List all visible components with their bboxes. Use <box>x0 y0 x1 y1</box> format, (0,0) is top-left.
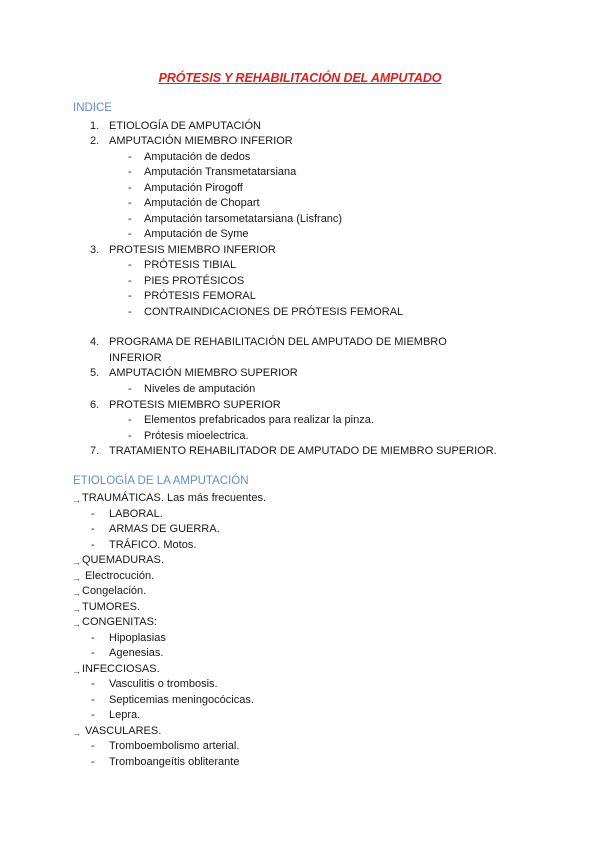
dash-bullet: - <box>91 523 95 535</box>
item-text: Elementos prefabricados para realizar la pinza. <box>144 414 374 426</box>
item-text: Amputación de dedos <box>144 151 251 163</box>
item-text: LABORAL. <box>109 508 163 520</box>
item-number: 2. <box>90 135 100 147</box>
item-text: PRÓTESIS TIBIAL <box>144 259 237 271</box>
item-text: Hipoplasias <box>109 632 166 644</box>
item-number: 1. <box>90 120 100 132</box>
indice-heading: INDICE <box>73 102 112 114</box>
dash-bullet: - <box>128 290 132 302</box>
dash-bullet: - <box>128 383 132 395</box>
item-text: ARMAS DE GUERRA. <box>109 523 220 535</box>
etiologia-heading: ETIOLOGÍA DE LA AMPUTACIÓN <box>73 475 249 487</box>
item-text: Amputación Transmetatarsiana <box>144 166 297 178</box>
item-text: VASCULARES. <box>82 725 162 737</box>
dash-bullet: - <box>91 539 95 551</box>
item-text: Niveles de amputación <box>144 383 256 395</box>
dash-bullet: - <box>128 275 132 287</box>
item-text: Electrocución. <box>82 570 155 582</box>
item-text: Lepra. <box>109 709 141 721</box>
arrow-bullet-icon: → <box>72 619 81 629</box>
item-text: TRATAMIENTO REHABILITADOR DE AMPUTADO DE MIEMBRO SUPERIOR. <box>109 445 497 457</box>
arrow-bullet-icon: → <box>72 573 81 583</box>
dash-bullet: - <box>128 414 132 426</box>
item-text: TRAUMÁTICAS. Las más frecuentes. <box>82 492 266 504</box>
item-text: Amputación tarsometatarsiana (Lisfranc) <box>144 213 343 225</box>
dash-bullet: - <box>128 197 132 209</box>
arrow-bullet-icon: → <box>72 728 81 738</box>
arrow-bullet-icon: → <box>72 495 81 505</box>
item-text: CONTRAINDICACIONES DE PRÓTESIS FEMORAL <box>144 306 404 318</box>
dash-bullet: - <box>91 508 95 520</box>
dash-bullet: - <box>128 228 132 240</box>
item-text: PROTESIS MIEMBRO INFERIOR <box>109 244 276 256</box>
item-text: ETIOLOGÍA DE AMPUTACIÓN <box>109 120 261 132</box>
item-text: Agenesias. <box>109 647 164 659</box>
item-text: Amputación Pirogoff <box>144 182 243 194</box>
item-number: 4. <box>90 336 100 348</box>
arrow-bullet-icon: → <box>72 588 81 598</box>
item-text: Septicemias meningocócicas. <box>109 694 254 706</box>
item-text: Tromboembolismo arterial. <box>109 740 240 752</box>
dash-bullet: - <box>128 166 132 178</box>
dash-bullet: - <box>91 694 95 706</box>
dash-bullet: - <box>91 740 95 752</box>
item-text: PROGRAMA DE REHABILITACIÓN DEL AMPUTADO DE MIEMBRO <box>109 336 447 348</box>
document-title: PRÓTESIS Y REHABILITACIÓN DEL AMPUTADO <box>158 71 442 85</box>
item-text: INFERIOR <box>109 352 162 364</box>
item-text: PRÓTESIS FEMORAL <box>144 290 256 302</box>
item-text: CONGENITAS: <box>82 616 157 628</box>
dash-bullet: - <box>128 151 132 163</box>
item-text: AMPUTACIÓN MIEMBRO SUPERIOR <box>109 367 298 379</box>
item-number: 7. <box>90 445 100 457</box>
dash-bullet: - <box>91 756 95 768</box>
arrow-bullet-icon: → <box>72 604 81 614</box>
item-text: TRÁFICO. Motos. <box>109 539 197 551</box>
dash-bullet: - <box>128 430 132 442</box>
arrow-bullet-icon: → <box>72 666 81 676</box>
item-text: PROTESIS MIEMBRO SUPERIOR <box>109 399 281 411</box>
item-text: Vasculitis o trombosis. <box>109 678 218 690</box>
dash-bullet: - <box>128 182 132 194</box>
item-number: 3. <box>90 244 100 256</box>
item-text: Amputación de Syme <box>144 228 249 240</box>
dash-bullet: - <box>91 678 95 690</box>
item-text: QUEMADURAS. <box>82 554 164 566</box>
item-text: Amputación de Chopart <box>144 197 260 209</box>
item-text: TUMORES. <box>82 601 141 613</box>
dash-bullet: - <box>128 306 132 318</box>
item-number: 5. <box>90 367 100 379</box>
item-text: Congelación. <box>82 585 147 597</box>
item-text: PIES PROTÉSICOS <box>144 275 245 287</box>
dash-bullet: - <box>91 709 95 721</box>
dash-bullet: - <box>91 632 95 644</box>
dash-bullet: - <box>128 259 132 271</box>
arrow-bullet-icon: → <box>72 557 81 567</box>
item-text: Prótesis mioelectrica. <box>144 430 249 442</box>
item-text: INFECCIOSAS. <box>82 663 160 675</box>
dash-bullet: - <box>128 213 132 225</box>
item-text: Tromboangeítis obliterante <box>109 756 240 768</box>
dash-bullet: - <box>91 647 95 659</box>
item-number: 6. <box>90 399 100 411</box>
item-text: AMPUTACIÓN MIEMBRO INFERIOR <box>109 135 293 147</box>
